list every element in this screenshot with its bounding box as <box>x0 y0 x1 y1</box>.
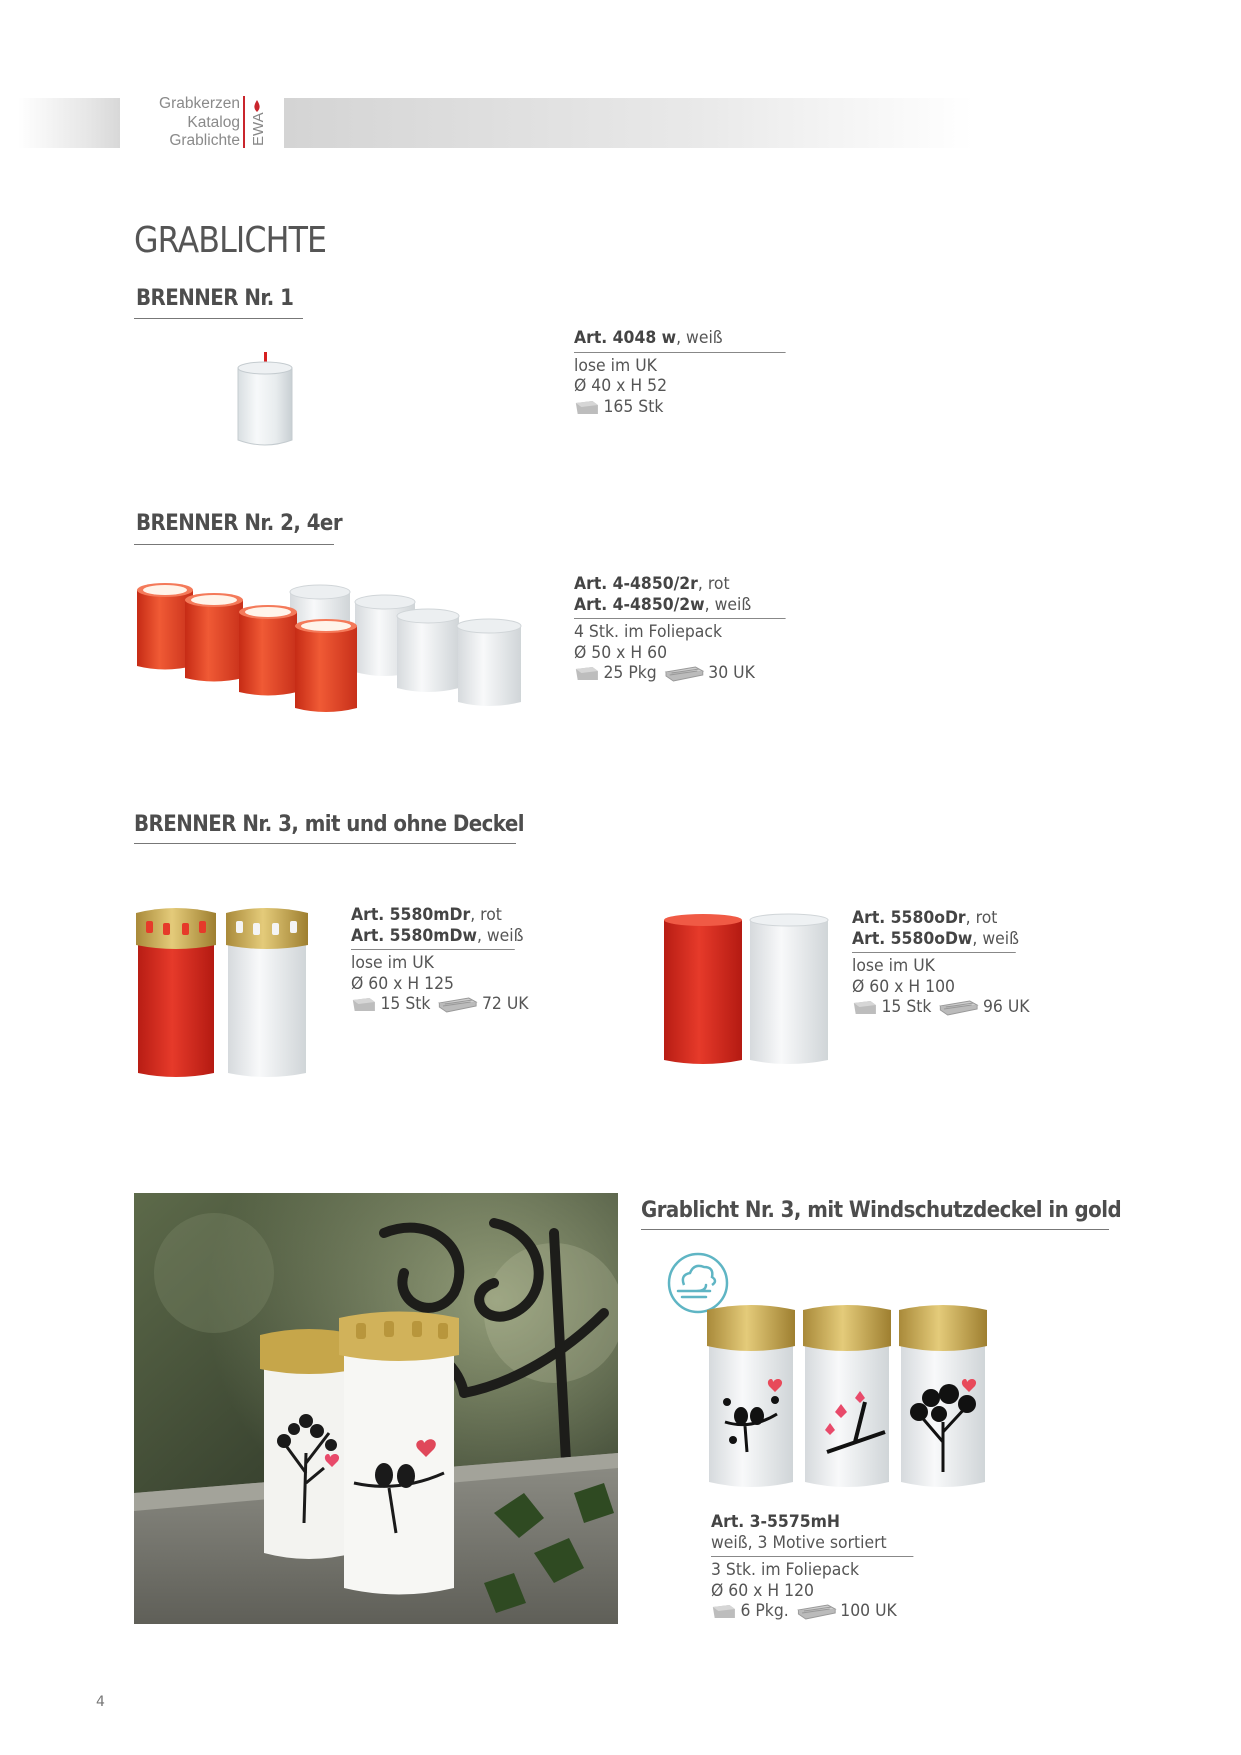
pallet-quantity-text: 72 UK <box>481 994 529 1014</box>
candle-image-4048 <box>230 348 300 454</box>
info-block-5580mD <box>351 905 529 1015</box>
quantity-text: 15 Stk <box>881 997 932 1017</box>
article-number: Art. 4-4850/2w <box>574 594 705 615</box>
section-title-brenner-1: BRENNER Nr. 1 <box>136 286 294 311</box>
article-color: , weiß <box>676 328 723 348</box>
info-block-4850 <box>574 574 786 684</box>
info-rule <box>351 949 515 950</box>
header-bar-left <box>18 98 120 148</box>
pallet-icon <box>796 1602 836 1620</box>
box-icon <box>351 996 377 1012</box>
logo-line-1: Grabkerzen <box>159 95 240 112</box>
section-title-brenner-2: BRENNER Nr. 2, 4er <box>136 511 343 536</box>
info-rule <box>711 1556 913 1557</box>
info-block-4048 <box>574 328 786 417</box>
section-rule <box>134 843 516 844</box>
ewa-logo <box>247 98 269 150</box>
article-number: Art. 5580mDw <box>351 925 477 946</box>
article-number: Art. 3-5575mH <box>711 1512 840 1532</box>
article-number: Art. 4048 w <box>574 328 677 348</box>
article-color: , weiß <box>972 928 1019 949</box>
page-number: 4 <box>96 1694 105 1710</box>
info-block-5580oD <box>852 908 1030 1018</box>
quantity-text: 25 Pkg <box>603 663 657 683</box>
article-color: , weiß <box>704 594 752 615</box>
dimensions-text: Ø 60 x H 100 <box>852 976 955 997</box>
article-color: , rot <box>965 908 998 928</box>
packaging-text: lose im UK <box>351 953 434 973</box>
section-title-grablicht-3: Grablicht Nr. 3, mit Windschutzdeckel in gold <box>641 1198 1122 1223</box>
info-rule <box>574 352 786 353</box>
dimensions-text: Ø 60 x H 125 <box>351 973 454 994</box>
logo-text <box>128 95 240 151</box>
article-color: , rot <box>470 905 502 925</box>
pallet-quantity-text: 100 UK <box>840 1601 897 1621</box>
box-icon <box>852 999 878 1015</box>
box-icon <box>574 665 600 681</box>
section-rule <box>134 544 334 545</box>
pallet-icon <box>664 664 704 682</box>
candle-image-3-5575mH <box>705 1302 995 1494</box>
dimensions-text: Ø 60 x H 120 <box>711 1580 814 1601</box>
article-number: Art. 4-4850/2r <box>574 574 698 594</box>
quantity-text: 15 Stk <box>380 994 431 1014</box>
article-number: Art. 5580mDr <box>351 905 471 925</box>
candle-image-4850 <box>135 580 525 720</box>
info-rule <box>852 952 1016 953</box>
packaging-text: 4 Stk. im Foliepack <box>574 622 723 642</box>
pallet-icon <box>939 998 979 1016</box>
article-description: weiß, 3 Motive sortiert <box>711 1532 887 1553</box>
packaging-text: 3 Stk. im Foliepack <box>711 1560 860 1580</box>
article-color: , rot <box>697 574 730 594</box>
packaging-text: lose im UK <box>574 355 657 376</box>
article-number: Art. 5580oDw <box>852 928 973 949</box>
candle-image-5580mD <box>134 905 314 1085</box>
logo-line-3: Grablichte <box>169 132 240 149</box>
logo-line-2: Katalog <box>187 113 240 131</box>
quantity-text: 165 Stk <box>603 396 664 417</box>
packaging-text: lose im UK <box>852 956 935 976</box>
candle-image-5580oD <box>660 912 832 1072</box>
page-title: GRABLICHTE <box>134 220 327 261</box>
logo-divider <box>243 96 245 148</box>
section-rule <box>134 318 303 319</box>
info-block-3-5575mH <box>711 1512 913 1622</box>
info-rule <box>574 618 786 619</box>
quantity-text: 6 Pkg. <box>740 1601 789 1621</box>
box-icon <box>574 399 600 415</box>
pallet-icon <box>438 995 478 1013</box>
cemetery-photo <box>134 1193 618 1624</box>
article-color: , weiß <box>476 925 524 946</box>
section-title-brenner-3: BRENNER Nr. 3, mit und ohne Deckel <box>134 812 525 837</box>
pallet-quantity-text: 30 UK <box>708 663 755 683</box>
header-bar-right <box>284 98 974 148</box>
logo-brand: EWA <box>250 112 267 146</box>
pallet-quantity-text: 96 UK <box>982 997 1030 1017</box>
section-rule <box>641 1229 1109 1230</box>
article-number: Art. 5580oDr <box>852 908 966 928</box>
dimensions-text: Ø 40 x H 52 <box>574 376 668 396</box>
dimensions-text: Ø 50 x H 60 <box>574 642 668 663</box>
box-icon <box>711 1603 737 1619</box>
flame-logo-icon <box>254 100 259 112</box>
